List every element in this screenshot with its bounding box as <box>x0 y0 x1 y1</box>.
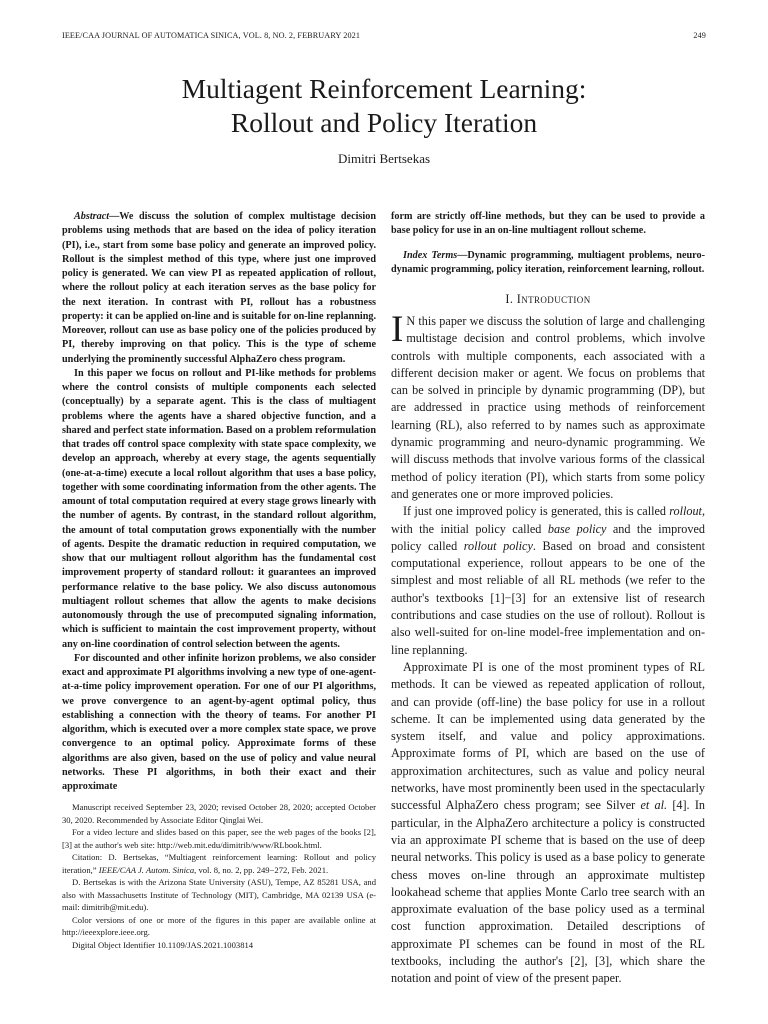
left-column <box>62 210 376 794</box>
abstract <box>62 210 376 794</box>
citation-journal: IEEE/CAA J. Autom. Sinica <box>98 864 195 875</box>
footnote-video: For a video lecture and slides based on this paper, see the web pages of the books [2], [3] at the author's web site: http://web.mit.edu/dimitrib/www/RLbook.html. <box>62 827 376 850</box>
footnote-manuscript: Manuscript received September 23, 2020; revised October 28, 2020; accepted October 30, 2020. Recommended by Associate Editor Qinglai Wei. <box>62 802 376 825</box>
index-terms-lead: Index Terms <box>403 250 458 261</box>
intro-p2-text-c: and the improved policy called <box>391 521 705 553</box>
intro-paragraph-1 <box>391 309 705 503</box>
footnotes <box>62 801 376 951</box>
title-line-1: Multiagent Reinforcement Learning: <box>181 73 587 104</box>
abstract-lead: Abstract <box>74 211 110 222</box>
paper-title <box>62 72 706 140</box>
journal-name: IEEE/CAA JOURNAL OF AUTOMATICA SINICA, VOL. 8, NO. 2, FEBRUARY 2021 <box>62 31 361 40</box>
footnote-affiliation: D. Bertsekas is with the Arizona State University (ASU), Tempe, AZ 85281 USA, and also with Massachusetts Institute of Technology (MIT), Cambridge, MA 02139 USA (e-mail: dimitrib@mit.edu). <box>62 877 376 912</box>
term-base-policy: base policy <box>547 521 607 536</box>
intro-paragraph-2 <box>391 503 705 659</box>
index-terms-text: —Dynamic programming, multiagent problems, neuro-dynamic programming, policy iteration, reinforcement learning, rollout. <box>391 250 705 275</box>
abstract-paragraph-3: For discounted and other infinite horizon problems, we also consider exact and approximate PI algorithms involving a new type of one-agent-at-a-time policy improvement operation. For one of our PI algorithms, we prove convergence to an agent-by-agent optimal policy, thus establishing a connection with the theory of teams. For another PI algorithm, which is executed over a more complex state space, we prove convergence to an optimal policy. Approximate forms of these algorithms are also given, based on the use of policy and value neural networks. These PI algorithms, in both their exact and their approximate <box>62 652 376 792</box>
intro-p2-text-b: , with the initial policy called <box>391 504 705 536</box>
citation-text-b: , vol. 8, no. 2, pp. 249−272, Feb. 2021. <box>194 864 329 875</box>
citation-text-a: Citation: D. Bertsekas, “Multiagent reinforcement learning: Rollout and policy iteration,” <box>62 852 376 875</box>
intro-p2-text-d: . Based on broad and consistent computational experience, rollout appears to be one of the simplest and most reliable of all RL methods (we refer to the author's textbooks [1]−[3] for an extensive list of research contributions and case studies on the use of rollout). Rollout is also well-suited for on-line model-free implementation and on-line replanning. <box>391 538 706 657</box>
term-rollout-policy: rollout policy <box>463 538 533 553</box>
footnote-citation <box>62 851 376 876</box>
section-heading <box>391 292 705 307</box>
intro-p1-text: N this paper we discuss the solution of large and challenging multistage decision and control problems, which involve controls with multiple components, each associated with a different decision maker or agent. We focus on problems that can be solved in principle by dynamic programming (DP), but are addressed in practice using methods of reinforcement learning (RL), also referred to by names such as approximate dynamic programming and neuro-dynamic programming. We will discuss methods that involve various forms of the classical method of policy iteration (PI), which starts from some policy and generates one or more improved policies. <box>391 314 705 501</box>
intro-p3-text-b: [4]. In particular, in the AlphaZero architecture a policy is constructed via an approximate PI scheme that is based on the use of deep neural networks. This policy is used as a base policy to generate chess moves on-line through an approximate multistep lookahead scheme that applies Monte Carlo tree search with an approximate evaluation of the base policy used as a terminal cost function approximation. Detailed descriptions of approximate PI schemes can be found in most of the RL textbooks, including the author's [2], [3], which share the notation and point of view of the present paper. <box>391 798 705 986</box>
section-title: Introduction <box>516 292 591 306</box>
right-column <box>391 210 705 988</box>
index-terms <box>391 249 705 276</box>
intro-paragraph-3 <box>391 659 705 988</box>
footnote-color: Color versions of one or more of the figures in this paper are available online at http://ieeexplore.ieee.org. <box>62 914 376 937</box>
abstract-paragraph-2: In this paper we focus on rollout and PI-like methods for problems where the control consists of multiple components each selected (conceptually) by a separate agent. This is the class of multiagent problems where the agents have a shared objective function, and a shared and perfect state information. Based on a problem reformulation that trades off control space complexity with state space complexity, we develop an approach, whereby at every stage, the agents sequentially (one-at-a-time) execute a local rollout algorithm that uses a base policy, together with some coordinating information from the other agents. The amount of total computation required at every stage grows linearly with the number of agents. By contrast, in the standard rollout algorithm, the amount of total computation grows exponentially with the number of agents. Despite the dramatic reduction in required computation, we show that our multiagent rollout algorithm has the fundamental cost improvement property of standard rollout: it guarantees an improved performance relative to the base policy. We also discuss autonomous multiagent rollout schemes that allow the agents to make decisions autonomously through the use of precomputed signaling information, which is sufficient to maintain the cost improvement property, without any on-line coordination of control selection between the agents. <box>62 367 376 650</box>
abstract-p1-text: —We discuss the solution of complex multistage decision problems using methods that are based on the idea of policy iteration (PI), i.e., start from some base policy and generate an improved policy. Rollout is the simplest method of this type, where just one improved policy is generated. We can view PI as repeated application of rollout, where the rollout policy at each iteration serves as the base policy for the next iteration. In contrast with PI, rollout has a robustness property: it can be applied on-line and is suitable for on-line replanning. Moreover, rollout can use as base policy one of the policies produced by PI, thereby improving on that policy. This is the type of scheme underlying the prominently successful AlphaZero chess program. <box>62 211 376 365</box>
intro-p3-text-a: Approximate PI is one of the most prominent types of RL methods. It can be viewed as repeated application of rollout, and can provide (off-line) the base policy for use in a rollout scheme. It can be implemented using data generated by the system itself, and value and policy approximations. Approximate forms of PI, which are based on the use of approximation architectures, such as value and policy neural networks, have most prominently been used in the spectacularly successful AlphaZero chess program; see Silver <box>391 659 705 813</box>
author-name: Dimitri Bertsekas <box>337 151 431 166</box>
et-al: et al. <box>640 798 668 813</box>
title-line-2: Rollout and Policy Iteration <box>230 107 538 138</box>
abstract-paragraph-1 <box>62 210 376 367</box>
drop-cap: I <box>391 309 404 350</box>
term-rollout: rollout <box>669 504 702 519</box>
section-number: I. <box>505 292 517 306</box>
intro-p2-text-a: If just one improved policy is generated, this is called <box>403 504 670 519</box>
introduction-body <box>391 309 706 988</box>
page-number: 249 <box>693 31 706 40</box>
footnote-doi: Digital Object Identifier 10.1109/JAS.2021.1003814 <box>72 939 254 950</box>
abstract-continuation: form are strictly off-line methods, but they can be used to provide a base policy for use in an on-line multiagent rollout scheme. <box>391 211 705 236</box>
